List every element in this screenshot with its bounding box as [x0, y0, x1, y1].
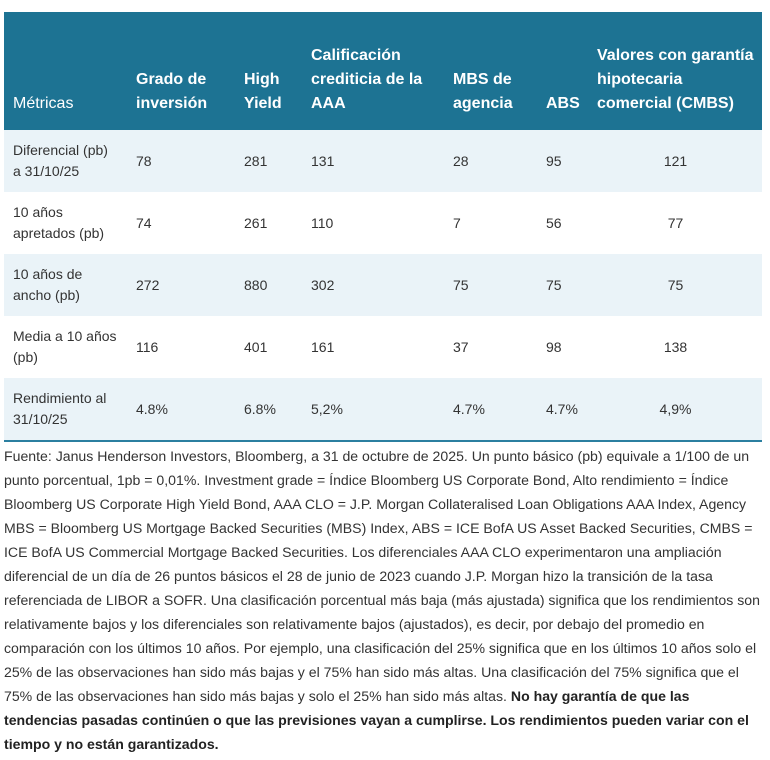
table-row [4, 254, 762, 316]
header-grado-inversion: Grado de inversión [136, 71, 208, 112]
table-cell: 272 [136, 276, 160, 293]
table-cell: 4.7% [453, 400, 485, 417]
header-metricas: Métricas [13, 95, 74, 112]
row-label: Media a 10 años (pb) [13, 328, 117, 365]
table-cell: 4.8% [136, 400, 168, 417]
header-abs: ABS [546, 95, 580, 112]
table-cell: 110 [311, 214, 334, 231]
row-label: 10 años de ancho (pb) [13, 266, 83, 303]
table-cell: 28 [453, 152, 469, 169]
table-cell: 4,9% [659, 400, 692, 417]
header-high-yield: High Yield [244, 71, 282, 112]
header-mbs-agencia: MBS de agencia [453, 71, 513, 112]
row-label: Diferencial (pb) a 31/10/25 [13, 142, 108, 179]
table-cell: 281 [244, 152, 268, 169]
table-row [4, 130, 762, 192]
table-cell: 161 [311, 338, 335, 355]
table-row [4, 192, 762, 254]
table-row [4, 316, 762, 378]
table-cell: 95 [546, 152, 562, 169]
header-cmbs: Valores con garantía hipotecaria comercial (CMBS) [597, 47, 754, 112]
table-cell: 121 [663, 152, 688, 169]
table-cell: 77 [667, 214, 684, 231]
table-cell: 401 [244, 338, 268, 355]
table-row [4, 378, 762, 441]
row-label: Rendimiento al 31/10/25 [13, 390, 107, 427]
table-cell: 880 [244, 276, 268, 293]
table-cell: 302 [311, 276, 335, 293]
table-cell: 78 [136, 152, 152, 169]
table-cell: 131 [311, 152, 335, 169]
table-cell: 37 [453, 338, 469, 355]
metrics-table-container [4, 12, 762, 442]
source-footnote [4, 444, 764, 756]
table-cell: 75 [546, 276, 562, 293]
table-cell: 138 [663, 338, 688, 355]
table-cell: 116 [136, 338, 159, 355]
table-cell: 56 [546, 214, 562, 231]
table-cell: 98 [546, 338, 562, 355]
metrics-table [4, 12, 762, 442]
table-cell: 74 [136, 214, 152, 231]
table-cell: 5,2% [311, 400, 343, 417]
footnote-disclaimer: No hay garantía de que las tendencias pasadas continúen o que las previsiones vayan a cumplirse. Los rendimientos pueden variar con el tiempo y no están garantizados. [4, 688, 749, 752]
table-cell: 75 [667, 276, 684, 293]
table-cell: 6.8% [244, 400, 276, 417]
table-cell: 4.7% [546, 400, 578, 417]
table-header-row [4, 12, 762, 130]
footnote-text: Fuente: Janus Henderson Investors, Bloomberg, a 31 de octubre de 2025. Un punto básico (pb) equivale a 1/100 de un punto porcentual, 1pb = 0,01%. Investment grade = Índice Bloomberg US Corporate Bond, Alto rendimiento = Índice Bloomberg US Corporate High Yield Bond, AAA CLO = J.P. Morgan Collateralised Loan Obligations AAA Index, Agency MBS = Bloomberg US Mortgage Backed Securities (MBS) Index, ABS = ICE BofA US Asset Backed Securities, CMBS = ICE BofA US Commercial Mortgage Backed Securities. Los diferenciales AAA CLO experimentaron una ampliación diferencial de un día de 26 puntos básicos el 28 de junio de 2023 cuando J.P. Morgan hizo la transición de la tasa referenciada de LIBOR a SOFR. Una clasificación porcentual más baja (más ajustada) significa que los rendimientos son relativamente bajos y los diferenciales son relativamente bajos (ajustados), es decir, por debajo del promedio en comparación con los últimos 10 años. Por ejemplo, una clasificación del 25% significa que en los últimos 10 años solo el 25% de las observaciones han sido más bajas y el 75% han sido más altas. Una clasificación del 75% significa que el 75% de las observaciones han sido más bajas y solo el 25% han sido más altas. [4, 448, 760, 704]
table-cell: 75 [453, 276, 469, 293]
table-cell: 261 [244, 214, 268, 231]
header-aaa: Calificación crediticia de la AAA [311, 47, 423, 112]
table-cell: 7 [453, 214, 461, 231]
row-label: 10 años apretados (pb) [13, 204, 105, 241]
